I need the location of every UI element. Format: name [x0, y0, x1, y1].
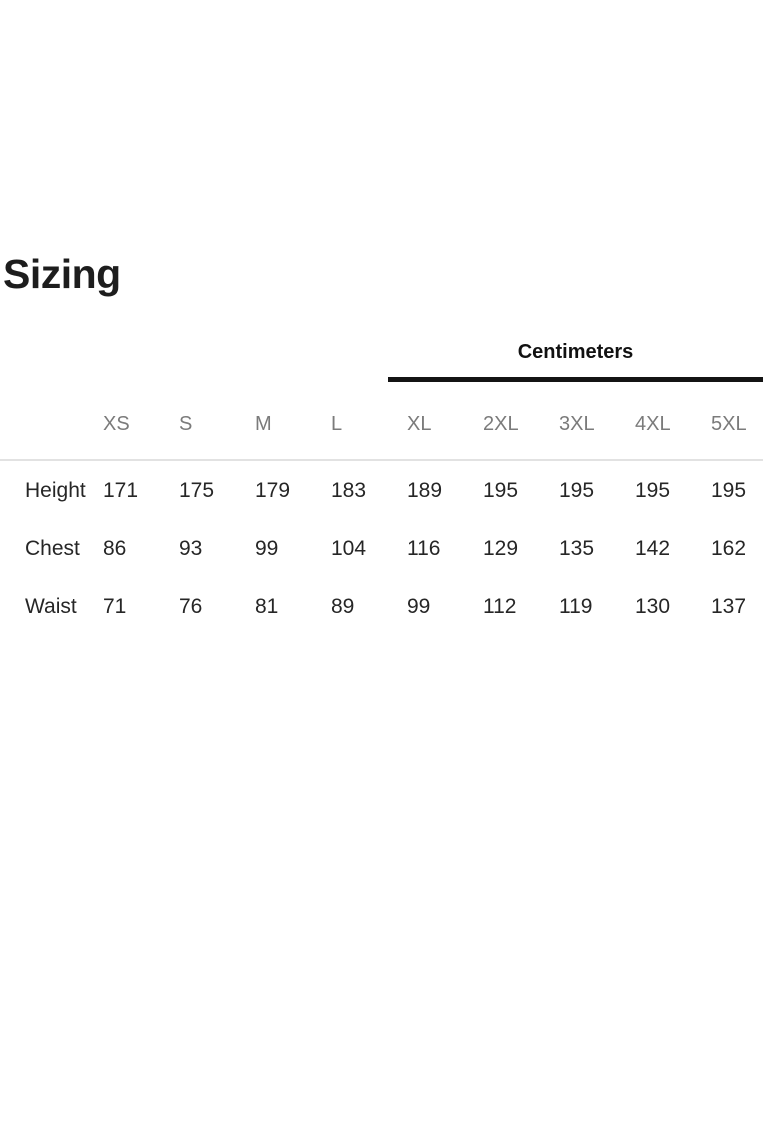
size-value-cell: 195	[483, 479, 519, 502]
size-value-cell: 171	[103, 479, 139, 502]
table-row-height	[25, 478, 763, 504]
size-value-cell: 112	[483, 595, 517, 618]
size-value-cell: 189	[407, 479, 443, 502]
size-table-header-row	[25, 412, 763, 436]
size-value-cell: 93	[179, 537, 203, 560]
size-value-cell: 104	[331, 537, 367, 560]
column-header-2xl: 2XL	[483, 413, 519, 435]
row-label: Height	[25, 479, 86, 502]
table-row-chest	[25, 536, 763, 562]
size-value-cell: 99	[255, 537, 279, 560]
size-value-cell: 99	[407, 595, 431, 618]
row-label: Waist	[25, 595, 77, 618]
row-label: Chest	[25, 537, 80, 560]
size-value-cell: 195	[711, 479, 747, 502]
size-value-cell: 137	[711, 595, 747, 618]
column-header-xs: XS	[103, 413, 130, 435]
size-value-cell: 86	[103, 537, 127, 560]
corner-cell	[25, 412, 103, 436]
size-value-cell: 135	[559, 537, 595, 560]
unit-group-label: Centimeters	[517, 341, 634, 363]
size-value-cell: 195	[559, 479, 595, 502]
size-value-cell: 142	[635, 537, 671, 560]
size-value-cell: 175	[179, 479, 215, 502]
size-value-cell: 179	[255, 479, 291, 502]
size-value-cell: 116	[407, 537, 441, 560]
size-value-cell: 129	[483, 537, 519, 560]
table-header-divider	[0, 459, 763, 461]
column-header-s: S	[179, 413, 193, 435]
column-header-3xl: 3XL	[559, 413, 595, 435]
unit-group-header	[388, 340, 763, 382]
size-value-cell: 130	[635, 595, 671, 618]
size-value-cell: 183	[331, 479, 367, 502]
size-value-cell: 81	[255, 595, 279, 618]
size-value-cell: 71	[103, 595, 127, 618]
size-value-cell: 162	[711, 537, 747, 560]
column-header-5xl: 5XL	[711, 413, 747, 435]
size-value-cell: 76	[179, 595, 203, 618]
page-title: Sizing	[3, 251, 121, 297]
column-header-l: L	[331, 413, 343, 435]
column-header-4xl: 4XL	[635, 413, 671, 435]
size-value-cell: 119	[559, 595, 593, 618]
column-header-m: M	[255, 413, 272, 435]
column-header-xl: XL	[407, 413, 432, 435]
size-value-cell: 89	[331, 595, 355, 618]
size-value-cell: 195	[635, 479, 671, 502]
table-row-waist	[25, 594, 763, 620]
